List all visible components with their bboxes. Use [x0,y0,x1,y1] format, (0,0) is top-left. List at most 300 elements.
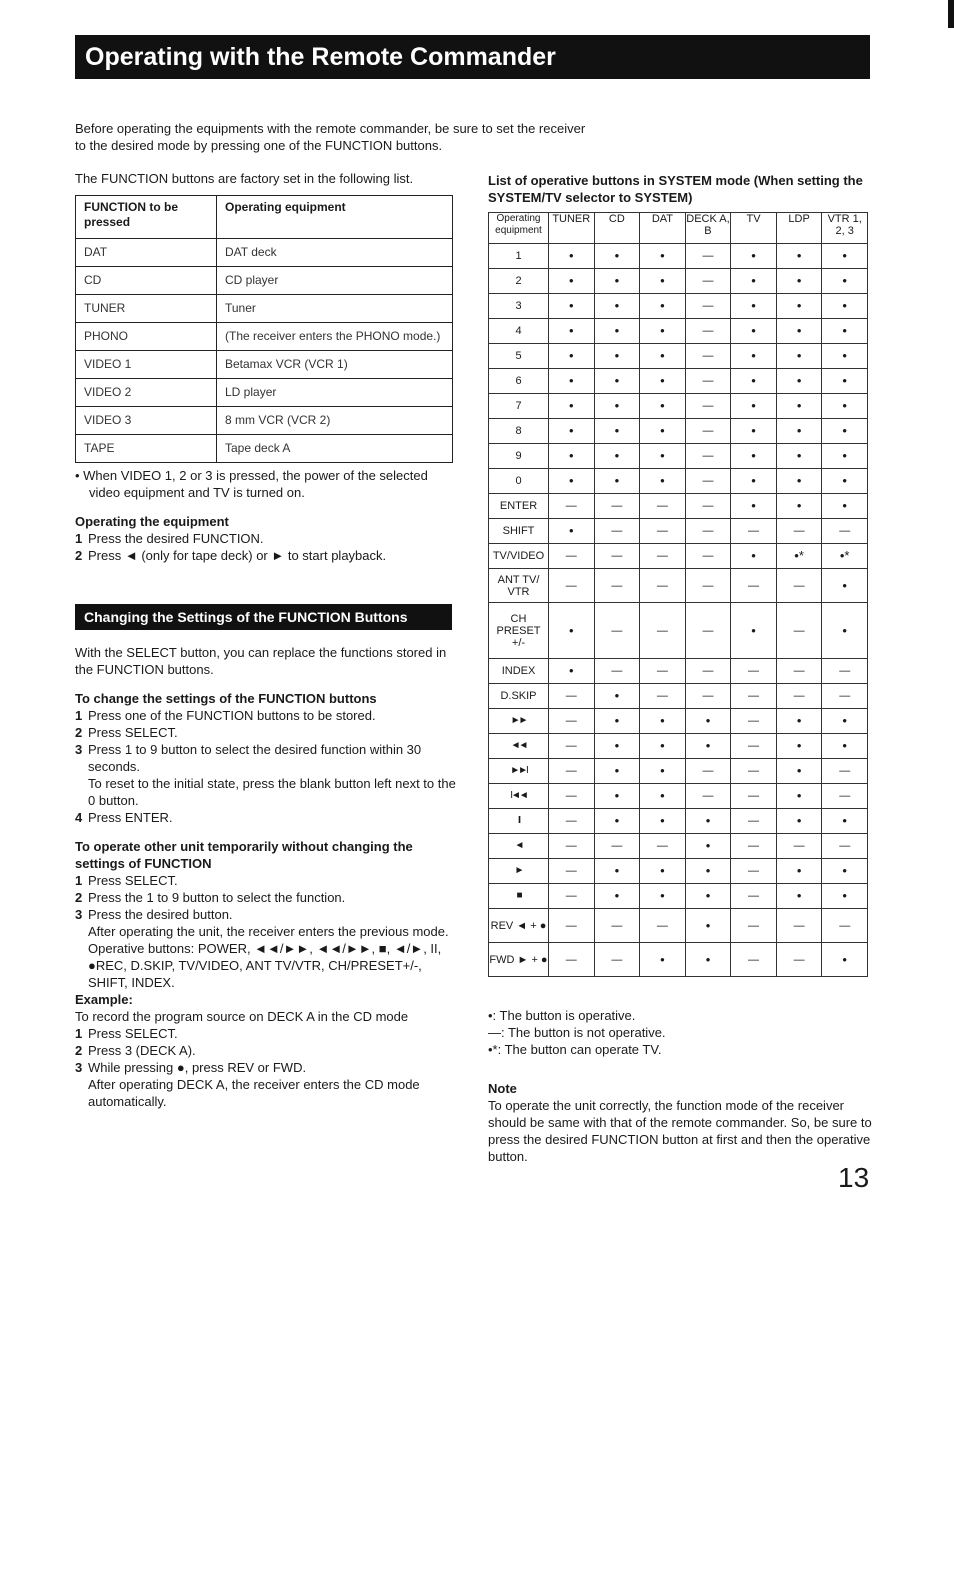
button-label: ◄◄ [489,734,549,759]
not-operative-mark: — [685,294,731,319]
column-header: DAT [640,213,686,244]
column-header: DECK A, B [685,213,731,244]
table-row [76,267,453,295]
function-cell: VIDEO 1 [76,351,217,379]
operative-mark: • [594,734,640,759]
button-label: SHIFT [489,519,549,544]
not-operative-mark: — [549,759,595,784]
not-operative-mark: — [822,909,868,943]
table-row [489,909,868,943]
operative-mark: • [731,244,777,269]
intro-text: Before operating the equipments with the remote commander, be sure to set the receiver to the desired mode by pressing one of the FUNCTION buttons. [75,121,586,153]
table-row [489,709,868,734]
button-label: ANT TV/ VTR [489,569,549,603]
not-operative-mark: — [640,684,686,709]
operative-mark: • [640,319,686,344]
example-intro: To record the program source on DECK A in the CD mode [75,1009,409,1024]
operative-mark: • [640,444,686,469]
table-row [489,419,868,444]
list-item-continuation: After operating the unit, the receiver enters the previous mode. [88,924,449,939]
button-label: ENTER [489,494,549,519]
operative-mark: • [549,344,595,369]
not-operative-mark: — [549,943,595,977]
not-operative-mark: — [685,569,731,603]
button-label: REV ◄ + ● [489,909,549,943]
operative-mark: • [776,709,822,734]
not-operative-mark: — [594,943,640,977]
button-label: 3 [489,294,549,319]
equipment-cell: Tape deck A [217,435,453,463]
operative-mark: • [549,269,595,294]
operative-mark: • [776,394,822,419]
not-operative-mark: — [731,759,777,784]
table-row [76,239,453,267]
operative-mark: • [594,419,640,444]
legend-item: •: The button is operative. [488,1008,636,1023]
operative-mark: • [776,884,822,909]
operative-mark: • [640,244,686,269]
not-operative-mark: — [685,759,731,784]
not-operative-mark: — [731,709,777,734]
not-operative-mark: — [549,734,595,759]
list-item: 4 Press ENTER. [75,810,173,825]
operative-mark: • [822,884,868,909]
not-operative-mark: — [776,909,822,943]
operative-mark: • [685,709,731,734]
not-operative-mark: — [776,943,822,977]
operative-mark: • [731,603,777,659]
list-item: 1 Press SELECT. [75,873,178,888]
system-table-body [489,244,868,977]
table-row [489,684,868,709]
list-item: 2 Press ◄ (only for tape deck) or ► to start playback. [75,548,387,563]
operative-mark: • [549,294,595,319]
operative-mark: • [822,943,868,977]
operative-mark: • [822,734,868,759]
operative-mark: • [685,734,731,759]
operative-mark: •* [776,544,822,569]
operative-mark: • [640,734,686,759]
not-operative-mark: — [685,544,731,569]
change-settings-steps [75,707,460,826]
operative-mark: •* [822,544,868,569]
operative-mark: • [549,319,595,344]
table-row [489,784,868,809]
system-mode-table [488,212,868,977]
function-col-header: FUNCTION to be pressed [76,196,217,239]
button-label: ►► [489,709,549,734]
list-item: 3 While pressing ●, press REV or FWD. [75,1060,307,1075]
operative-mark: • [822,319,868,344]
operative-mark: • [640,294,686,319]
not-operative-mark: — [731,884,777,909]
function-cell: CD [76,267,217,295]
button-label: I◄◄ [489,784,549,809]
table-row [489,294,868,319]
list-item: 1 Press SELECT. [75,1026,178,1041]
table-row [489,394,868,419]
not-operative-mark: — [594,519,640,544]
operative-mark: • [822,294,868,319]
function-table [75,195,453,463]
function-cell: TUNER [76,295,217,323]
not-operative-mark: — [549,684,595,709]
operative-mark: • [776,859,822,884]
not-operative-mark: — [731,859,777,884]
operative-mark: • [640,709,686,734]
button-label: TV/VIDEO [489,544,549,569]
changing-section-heading: Changing the Settings of the FUNCTION Buttons [75,604,452,630]
table-row [489,344,868,369]
change-settings-heading: To change the settings of the FUNCTION buttons [75,691,377,706]
operative-mark: • [776,469,822,494]
equipment-cell: CD player [217,267,453,295]
not-operative-mark: — [685,394,731,419]
operative-mark: • [685,909,731,943]
not-operative-mark: — [640,603,686,659]
operative-mark: • [594,759,640,784]
operative-mark: • [776,444,822,469]
not-operative-mark: — [776,834,822,859]
table-row [489,319,868,344]
operative-mark: • [685,859,731,884]
operating-equipment-heading: Operating the equipment [75,514,229,529]
note-heading: Note [488,1081,517,1096]
not-operative-mark: — [776,569,822,603]
operative-mark: • [594,469,640,494]
button-label: ► [489,859,549,884]
not-operative-mark: — [594,909,640,943]
operative-mark: • [594,344,640,369]
operative-mark: • [594,809,640,834]
operative-mark: • [776,344,822,369]
not-operative-mark: — [776,519,822,544]
operative-mark: • [594,319,640,344]
list-item-continuation: To reset to the initial state, press the blank button left next to the 0 button. [88,776,456,808]
table-row [489,244,868,269]
not-operative-mark: — [549,909,595,943]
operative-mark: • [640,344,686,369]
table-row [76,435,453,463]
operative-mark: • [685,809,731,834]
not-operative-mark: — [549,784,595,809]
button-label: 2 [489,269,549,294]
operating-equipment-steps [75,530,460,564]
operative-mark: • [731,419,777,444]
button-label: 1 [489,244,549,269]
operative-mark: • [594,859,640,884]
operative-mark: • [776,244,822,269]
equipment-cell: (The receiver enters the PHONO mode.) [217,323,453,351]
operative-mark: • [731,469,777,494]
not-operative-mark: — [685,519,731,544]
operative-mark: • [776,319,822,344]
operative-mark: • [776,784,822,809]
operative-mark: • [776,494,822,519]
operative-mark: • [731,319,777,344]
table-row [489,809,868,834]
operative-mark: • [685,834,731,859]
operative-mark: • [549,369,595,394]
operative-mark: • [776,759,822,784]
list-item: 1 Press the desired FUNCTION. [75,531,264,546]
not-operative-mark: — [731,943,777,977]
not-operative-mark: — [822,519,868,544]
not-operative-mark: — [685,244,731,269]
operative-mark: • [776,369,822,394]
not-operative-mark: — [731,809,777,834]
video-power-note: • When VIDEO 1, 2 or 3 is pressed, the power of the selected video equipment and TV is turned on. [75,468,428,500]
list-item: 2 Press the 1 to 9 button to select the function. [75,890,346,905]
operative-mark: • [822,569,868,603]
page-edge-mark [948,0,954,28]
not-operative-mark: — [822,759,868,784]
operative-mark: • [822,344,868,369]
operative-mark: • [549,444,595,469]
list-item: 2 Press 3 (DECK A). [75,1043,196,1058]
not-operative-mark: — [776,603,822,659]
operative-mark: • [549,659,595,684]
list-item: 3 Press the desired button. [75,907,233,922]
list-item-continuation: After operating DECK A, the receiver enters the CD mode automatically. [88,1077,420,1109]
column-header: TV [731,213,777,244]
table-row [489,734,868,759]
operative-mark: • [776,269,822,294]
list-item: 3 Press 1 to 9 button to select the desired function within 30 seconds. [75,742,422,774]
operative-mark: • [822,419,868,444]
operative-mark: • [731,394,777,419]
button-label: D.SKIP [489,684,549,709]
table-row [489,884,868,909]
page-title: Operating with the Remote Commander [75,35,870,79]
operative-mark: • [549,469,595,494]
button-label: CH PRESET +/- [489,603,549,659]
column-header: LDP [776,213,822,244]
operative-mark: • [640,269,686,294]
table-row [76,351,453,379]
operative-mark: • [594,784,640,809]
table-row [489,369,868,394]
button-label: INDEX [489,659,549,684]
not-operative-mark: — [685,469,731,494]
operative-mark: • [822,469,868,494]
operative-mark: • [822,244,868,269]
not-operative-mark: — [685,319,731,344]
not-operative-mark: — [776,684,822,709]
button-label: FWD ► + ● [489,943,549,977]
not-operative-mark: — [549,884,595,909]
operative-mark: • [731,269,777,294]
table-row [489,444,868,469]
example-heading: Example: [75,992,133,1007]
table-row [76,295,453,323]
operative-mark: • [594,444,640,469]
table-row [489,269,868,294]
system-table-heading: List of operative buttons in SYSTEM mode (When setting the SYSTEM/TV selector to SYSTEM) [488,173,863,205]
temporary-operation-steps [75,872,460,991]
operative-mark: • [731,544,777,569]
not-operative-mark: — [640,569,686,603]
table-row [76,407,453,435]
equipment-cell: LD player [217,379,453,407]
not-operative-mark: — [549,834,595,859]
button-label: 9 [489,444,549,469]
not-operative-mark: — [549,569,595,603]
operative-mark: • [731,294,777,319]
button-label: 5 [489,344,549,369]
table-row [489,469,868,494]
not-operative-mark: — [640,544,686,569]
not-operative-mark: — [549,859,595,884]
function-table-body [76,239,453,463]
table-row [489,519,868,544]
example-steps [75,1025,460,1110]
not-operative-mark: — [594,659,640,684]
button-label: 6 [489,369,549,394]
operative-mark: • [685,943,731,977]
left-column [75,170,460,1110]
button-label: 7 [489,394,549,419]
equipment-col-header: Operating equipment [217,196,453,239]
equipment-cell: DAT deck [217,239,453,267]
not-operative-mark: — [822,659,868,684]
operative-mark: • [594,684,640,709]
not-operative-mark: — [685,684,731,709]
operative-mark: • [822,494,868,519]
operative-mark: • [822,603,868,659]
operative-mark: • [822,394,868,419]
button-label: 4 [489,319,549,344]
not-operative-mark: — [640,659,686,684]
not-operative-mark: — [822,784,868,809]
not-operative-mark: — [640,494,686,519]
operative-mark: • [731,494,777,519]
table-row [489,834,868,859]
list-item: 2 Press SELECT. [75,725,178,740]
not-operative-mark: — [640,519,686,544]
operative-mark: • [594,369,640,394]
not-operative-mark: — [731,784,777,809]
operative-mark: • [731,369,777,394]
not-operative-mark: — [685,269,731,294]
function-cell: TAPE [76,435,217,463]
operative-mark: • [549,419,595,444]
right-column [488,172,873,1165]
changing-intro: With the SELECT button, you can replace the functions stored in the FUNCTION buttons. [75,645,447,677]
not-operative-mark: — [731,834,777,859]
operative-mark: • [640,784,686,809]
operative-mark: • [776,734,822,759]
not-operative-mark: — [685,603,731,659]
operating-equipment-header: Operating equipment [489,213,549,244]
button-label: 0 [489,469,549,494]
operative-mark: • [594,709,640,734]
not-operative-mark: — [685,494,731,519]
column-header: TUNER [549,213,595,244]
not-operative-mark: — [549,544,595,569]
button-label: ◄ [489,834,549,859]
button-label: ►►I [489,759,549,784]
operative-mark: • [640,809,686,834]
not-operative-mark: — [594,834,640,859]
table-row [489,759,868,784]
operative-mark: • [640,469,686,494]
operative-mark: • [549,394,595,419]
not-operative-mark: — [640,834,686,859]
table-row [489,494,868,519]
not-operative-mark: — [731,659,777,684]
column-header: CD [594,213,640,244]
not-operative-mark: — [685,444,731,469]
not-operative-mark: — [640,909,686,943]
operative-mark: • [640,394,686,419]
not-operative-mark: — [549,809,595,834]
not-operative-mark: — [549,709,595,734]
page-number: 13 [838,1162,870,1193]
note-text: To operate the unit correctly, the function mode of the receiver should be same with that of the remote commander. So, be sure to press the desired FUNCTION button at first and then the operative button. [488,1098,872,1164]
operative-mark: • [640,859,686,884]
button-label: II [489,809,549,834]
operative-mark: • [822,444,868,469]
operative-mark: • [822,809,868,834]
table-row [489,943,868,977]
not-operative-mark: — [685,784,731,809]
operative-mark: • [776,294,822,319]
operative-mark: • [731,444,777,469]
table-row [76,323,453,351]
function-cell: VIDEO 3 [76,407,217,435]
temporary-operation-heading: To operate other unit temporarily without changing the settings of FUNCTION [75,839,413,871]
list-item-continuation: Operative buttons: POWER, ◄◄/►►, ◄◄/►►, ■, ◄/►, II, ●REC, D.SKIP, TV/VIDEO, ANT TV/VTR, CH/PRESET+/-, SHIFT, INDEX. [88,941,442,990]
not-operative-mark: — [685,369,731,394]
operative-mark: • [594,394,640,419]
not-operative-mark: — [776,659,822,684]
not-operative-mark: — [594,603,640,659]
not-operative-mark: — [731,684,777,709]
operative-mark: • [822,859,868,884]
column-header: VTR 1, 2, 3 [822,213,868,244]
operative-mark: • [640,884,686,909]
equipment-cell: Tuner [217,295,453,323]
not-operative-mark: — [549,494,595,519]
function-table-caption: The FUNCTION buttons are factory set in the following list. [75,171,414,186]
table-row [76,379,453,407]
table-row [489,859,868,884]
operative-mark: • [594,269,640,294]
operative-mark: • [549,244,595,269]
function-cell: PHONO [76,323,217,351]
table-row [489,603,868,659]
operative-mark: • [594,244,640,269]
legend-item: —: The button is not operative. [488,1025,666,1040]
operative-mark: • [776,419,822,444]
not-operative-mark: — [731,519,777,544]
not-operative-mark: — [822,684,868,709]
equipment-cell: 8 mm VCR (VCR 2) [217,407,453,435]
operative-mark: • [549,603,595,659]
operative-mark: • [640,943,686,977]
not-operative-mark: — [594,569,640,603]
operative-mark: • [549,519,595,544]
not-operative-mark: — [731,909,777,943]
operative-mark: • [685,884,731,909]
table-row [489,544,868,569]
not-operative-mark: — [731,569,777,603]
operative-mark: • [776,809,822,834]
not-operative-mark: — [731,734,777,759]
button-label: 8 [489,419,549,444]
not-operative-mark: — [594,494,640,519]
